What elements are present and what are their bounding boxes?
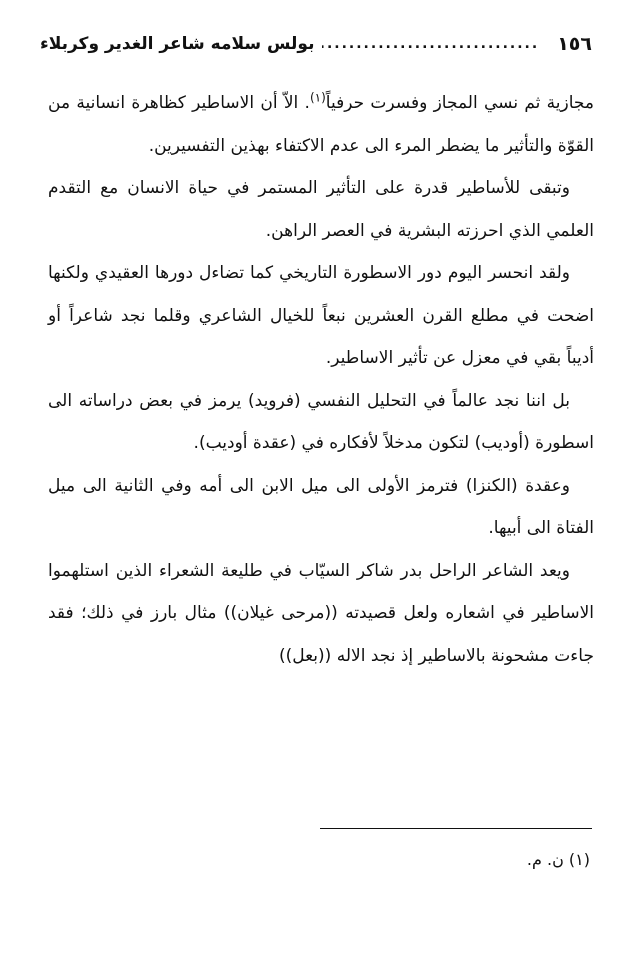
paragraph-6: ويعد الشاعر الراحل بدر شاكر السيّاب في طليعة الشعراء الذين استلهموا الاساطير في اشعاره ولعل قصيدته ((مرحى غيلان)) مثال بارز في ذلك؛ فقد جاءت مشحونة بالاساطير إذ نجد الاله ((بعل)) xyxy=(48,560,594,666)
paragraph-4: بل اننا نجد عالماً في التحليل النفسي (فرويد) يرمز في بعض دراساته الى اسطورة (أوديب) لتكون مدخلاً لأفكاره في (عقدة أوديب). xyxy=(48,390,594,453)
paragraph-2: وتبقى للأساطير قدرة على التأثير المستمر في حياة الانسان مع التقدم العلمي الذي احرزته البشرية في العصر الراهن. xyxy=(48,178,594,241)
paragraph-1-text-continued: . الاّ أن الاساطير كظاهرة انسانية من القوّة والتأثير ما يضطر المرء الى عدم الاكتفاء بهذين التفسيرين. xyxy=(48,93,594,156)
footnote: (١) ن. م. xyxy=(526,850,590,869)
footnote-reference: (١) xyxy=(309,90,326,105)
page-number: ١٥٦ xyxy=(557,33,592,55)
paragraph-1 xyxy=(48,82,594,167)
footnote-divider xyxy=(320,828,592,829)
dot-leader xyxy=(322,36,539,52)
paragraph-1-text: مجازية ثم نسي المجاز وفسرت حرفياً xyxy=(325,93,594,113)
paragraph-5: وعقدة (الكنزا) فترمز الأولى الى ميل الابن الى أمه وفي الثانية الى ميل الفتاة الى أبيها. xyxy=(48,475,594,538)
body-text xyxy=(48,82,594,677)
page-header xyxy=(40,30,592,58)
running-title: بولس سلامه شاعر الغدير وكربلاء xyxy=(40,34,315,54)
paragraph-3: ولقد انحسر اليوم دور الاسطورة التاريخي كما تضاءل دورها العقيدي ولكنها اضحت في مطلع القرن العشرين نبعاً للخيال الشاعري وقلما نجد شاعراً أو أديباً بقي في معزل عن تأثير الاساطير. xyxy=(48,263,594,368)
